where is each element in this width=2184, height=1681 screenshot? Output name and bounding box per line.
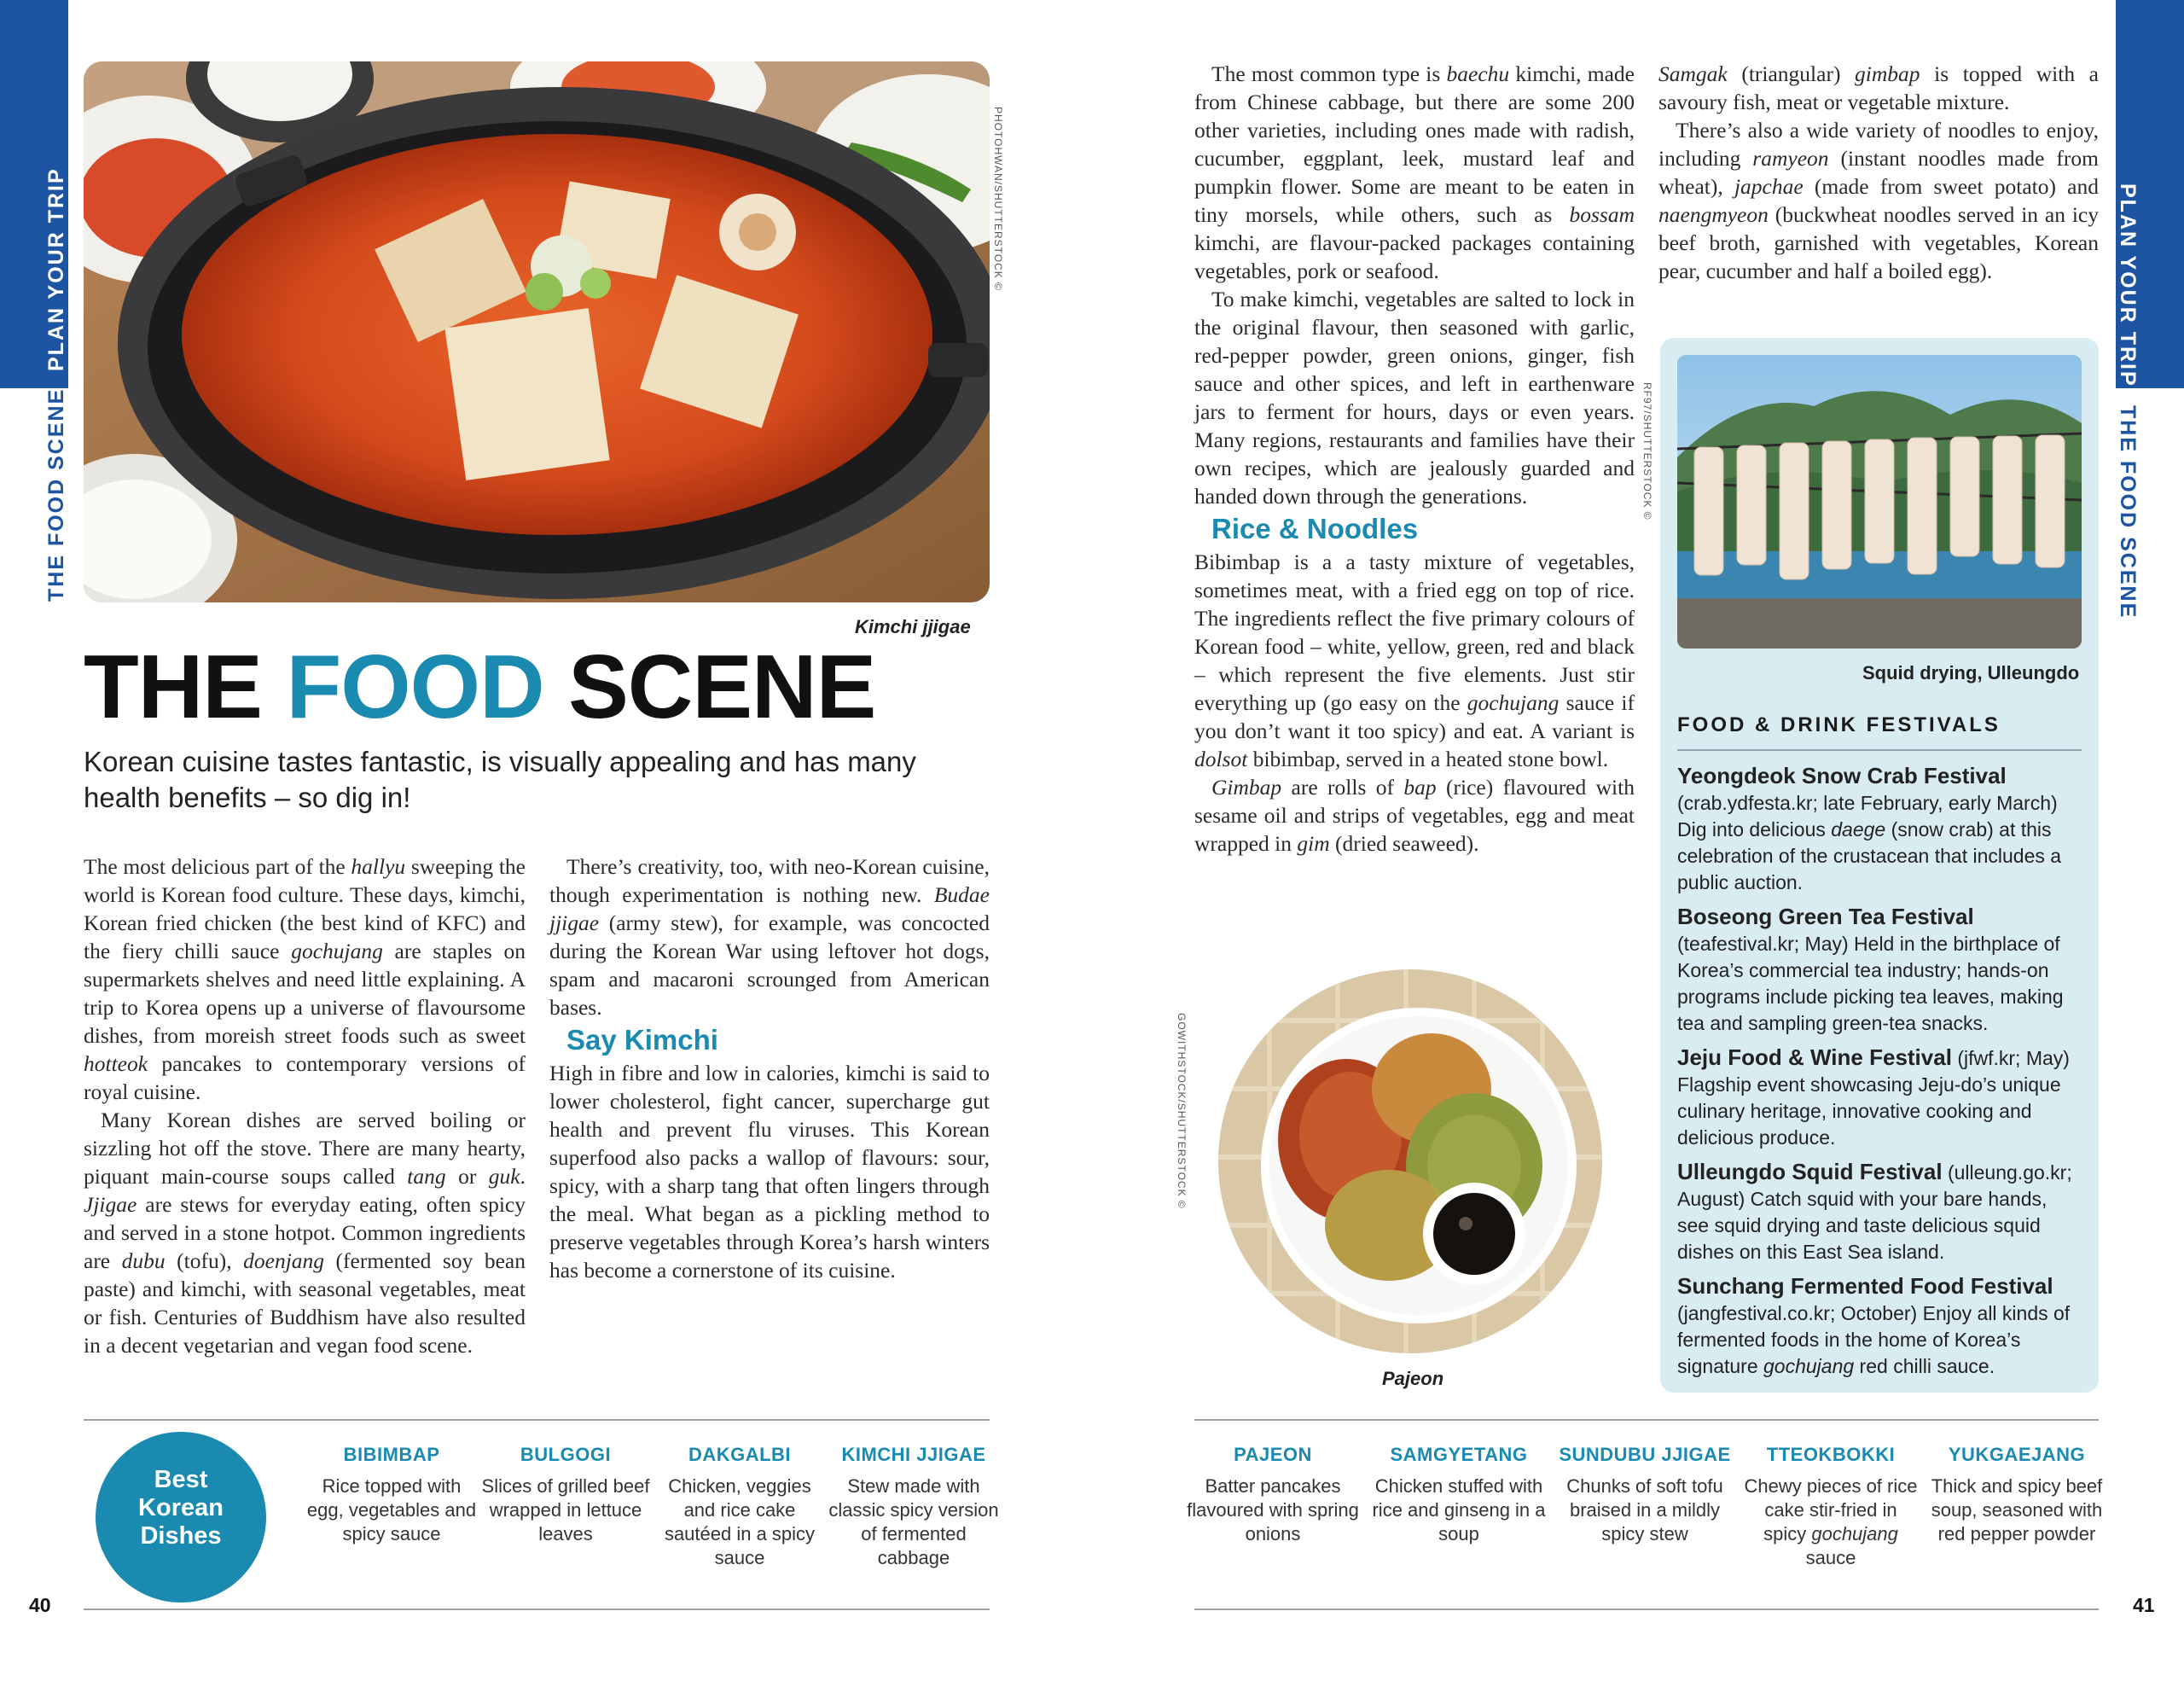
left-tab-the-food-scene: THE FOOD SCENE — [44, 387, 68, 602]
article-paragraph: Samgak (triangular) gimbap is topped with a savoury fish, meat or vegetable mixture. — [1658, 61, 2099, 114]
article-paragraph: Gimbap are rolls of bap (rice) flavoured with sesame oil and strips of vegetables, egg and meat wrapped in gim (dried seaweed). — [1194, 775, 1635, 856]
best-dishes-label: Best Korean Dishes — [138, 1466, 224, 1550]
article-paragraph: To make kimchi, vegetables are salted to lock in the original flavour, then seasoned with garlic, red-pepper powder, green onions, ginger, fish sauce and other spices, and left in earthenware jars to ferment for hours, days or even years. Many regions, restaurants and families have their own recipes, which are jealously guarded and handed down through the generations. — [1194, 287, 1635, 509]
article-paragraph: Many Korean dishes are served boiling or sizzling hot off the stove. There are many hearty, piquant main-course soups called tang or guk. Jjigae are stews for everyday eating, often spicy and served in a stone hotpot. Common ingredients are dubu (tofu), doenjang (fermented soy bean paste) and kimchi, with seasonal vegetables, meat or fish. Centuries of Buddhism have also resulted in a decent vegetarian and vegan food scene. — [84, 1108, 526, 1358]
squid-drying-caption: Squid drying, Ulleungdo — [1862, 662, 2080, 683]
squid-drying-photo — [1677, 355, 2082, 649]
page-number-right: 41 — [2133, 1594, 2155, 1616]
pajeon-illustration — [1218, 969, 1602, 1353]
festivals-title-rule — [1677, 749, 2082, 751]
article-column-4 — [1658, 60, 2099, 285]
dish-dakgalbi: DAKGALBI Chicken, veggies and rice cake sautéed in a spicy sauce — [664, 1444, 816, 1568]
kimchi-jjigae-caption: Kimchi jjigae — [855, 616, 971, 637]
dish-bibimbap: BIBIMBAP Rice topped with egg, vegetables and spicy sauce — [306, 1444, 477, 1544]
squid-photo-credit: RF97/SHUTTERSTOCK © — [1641, 382, 1653, 521]
left-strip-bottom-rule — [84, 1608, 990, 1610]
article-paragraph: The most common type is baechu kimchi, made from Chinese cabbage, but there are some 200 other varieties, including ones made with radish, cucumber, eggplant, leek, mustard leaf and pumpkin flower. Some are meant to be eaten in tiny morsels, while others, such as bossam kimchi, are flavour-packed packages containing vegetables, pork or seafood. — [1194, 61, 1635, 283]
page-title: THE FOOD SCENE — [84, 637, 876, 737]
dish-kimchi-jjigae: KIMCHI JJIGAE Stew made with classic spicy version of fermented cabbage — [828, 1444, 999, 1568]
kimchi-jjigae-photo — [84, 61, 990, 602]
page-title-accent: FOOD — [286, 637, 544, 737]
festival-item: Boseong Green Tea Festival (teafestival.kr; May) Held in the birthplace of Korea’s commercial tea industry; hands-on programs include picking tea leaves, making tea and sampling green-tea snacks. — [1677, 904, 2064, 1034]
say-kimchi-heading: Say Kimchi — [566, 1024, 718, 1056]
dish-bulgogi: BULGOGI Slices of grilled beef wrapped in lettuce leaves — [481, 1444, 650, 1544]
article-paragraph: There’s also a wide variety of noodles to enjoy, including ramyeon (instant noodles made from wheat), japchae (made from sweet potato) and naengmyeon (buckwheat noodles served in an icy beef broth, garnished with vegetables, Korean pear, cucumber and half a boiled egg). — [1658, 118, 2099, 283]
festival-item: Sunchang Fermented Food Festival (jangfestival.co.kr; October) Enjoy all kinds of fermented foods in the home of Korea’s signature gochujang red chilli sauce. — [1677, 1273, 2071, 1377]
right-tab-the-food-scene: THE FOOD SCENE — [2116, 405, 2140, 619]
left-tab-plan-your-trip: PLAN YOUR TRIP — [44, 167, 68, 371]
squid-drying-illustration — [1677, 355, 2082, 649]
article-paragraph: Bibimbap is a a tasty mixture of vegetables, sometimes meat, with a fried egg on top of rice. The ingredients reflect the five primary colours of Korean food – white, yellow, green, red and black – which represent the five elements. Just stir everything up (go easy on the gochujang sauce if you don’t want it too spicy) and eat. A variant is dolsot bibimbap, served in a heated stone bowl. — [1194, 550, 1635, 771]
article-paragraph: The most delicious part of the hallyu sweeping the world is Korean food culture. These days, kimchi, Korean fried chicken (the best kind of KFC) and the fiery chilli sauce gochujang are staples on supermarkets shelves and need little explaining. A trip to Korea opens up a universe of flavoursome dishes, from moreish street foods such as sweet hotteok pancakes to contemporary versions of royal cuisine. — [84, 854, 526, 1104]
page-lead: Korean cuisine tastes fantastic, is visually appealing and has many health benefits – so dig in! — [84, 746, 916, 813]
article-column-2 — [549, 852, 990, 1284]
dish-pajeon: PAJEON Batter pancakes flavoured with spring onions — [1187, 1444, 1359, 1544]
kimchi-jjigae-illustration — [84, 61, 990, 602]
left-strip-top-rule — [84, 1419, 990, 1421]
pajeon-photo — [1218, 969, 1602, 1353]
festival-item: Yeongdeok Snow Crab Festival (crab.ydfesta.kr; late February, early March) Dig into delicious daege (snow crab) at this celebration of the crustacean that includes a public auction. — [1677, 763, 2062, 893]
article-column-1 — [84, 852, 526, 1359]
article-paragraph: High in fibre and low in calories, kimchi is said to lower cholesterol, fight cancer, supercharge gut health and prevent flu viruses. This Korean superfood also packs a wallop of flavours: sour, spicy, with a sharp tang that often lingers through the meal. What began as a pickling method to preserve vegetables through Korea’s harsh winters has become a cornerstone of its cuisine. — [549, 1061, 990, 1283]
dish-samgyetang: SAMGYETANG Chicken stuffed with rice and ginseng in a soup — [1372, 1444, 1546, 1544]
rice-noodles-heading: Rice & Noodles — [1211, 513, 1419, 544]
festival-item: Ulleungdo Squid Festival (ulleung.go.kr; August) Catch squid with your bare hands, see squid drying and taste delicious squid dishes on this East Sea island. — [1677, 1159, 2072, 1263]
dish-yukgaejang: YUKGAEJANG Thick and spicy beef soup, seasoned with red pepper powder — [1931, 1444, 2103, 1544]
festival-item: Jeju Food & Wine Festival (jfwf.kr; May) Flagship event showcasing Jeju-do’s unique culinary heritage, innovative cooking and delicious produce. — [1677, 1044, 2070, 1149]
pajeon-caption: Pajeon — [1382, 1368, 1444, 1389]
right-strip-bottom-rule — [1194, 1608, 2099, 1610]
pajeon-photo-credit: GOWITHSTOCK/SHUTTERSTOCK © — [1176, 1013, 1188, 1209]
festivals-title: FOOD & DRINK FESTIVALS — [1677, 713, 2001, 736]
article-column-3 — [1194, 60, 1635, 858]
right-tab-plan-your-trip: PLAN YOUR TRIP — [2116, 183, 2140, 387]
stew-photo-credit: PHOTOHWAN/SHUTTERSTOCK © — [992, 107, 1004, 291]
right-strip-top-rule — [1194, 1419, 2099, 1421]
article-paragraph: There’s creativity, too, with neo-Korean cuisine, though experimentation is nothing new. Budae jjigae (army stew), for example, was concocted during the Korean War using leftover hot dogs, spam and macaroni scrounged from American bases. — [549, 854, 990, 1020]
page-number-left: 40 — [29, 1594, 51, 1616]
dish-sundubu-jjigae: SUNDUBU JJIGAE Chunks of soft tofu braised in a mildly spicy stew — [1559, 1444, 1731, 1544]
dish-tteokbokki: TTEOKBOKKI Chewy pieces of rice cake stir-fried in spicy gochujang sauce — [1744, 1444, 1918, 1568]
